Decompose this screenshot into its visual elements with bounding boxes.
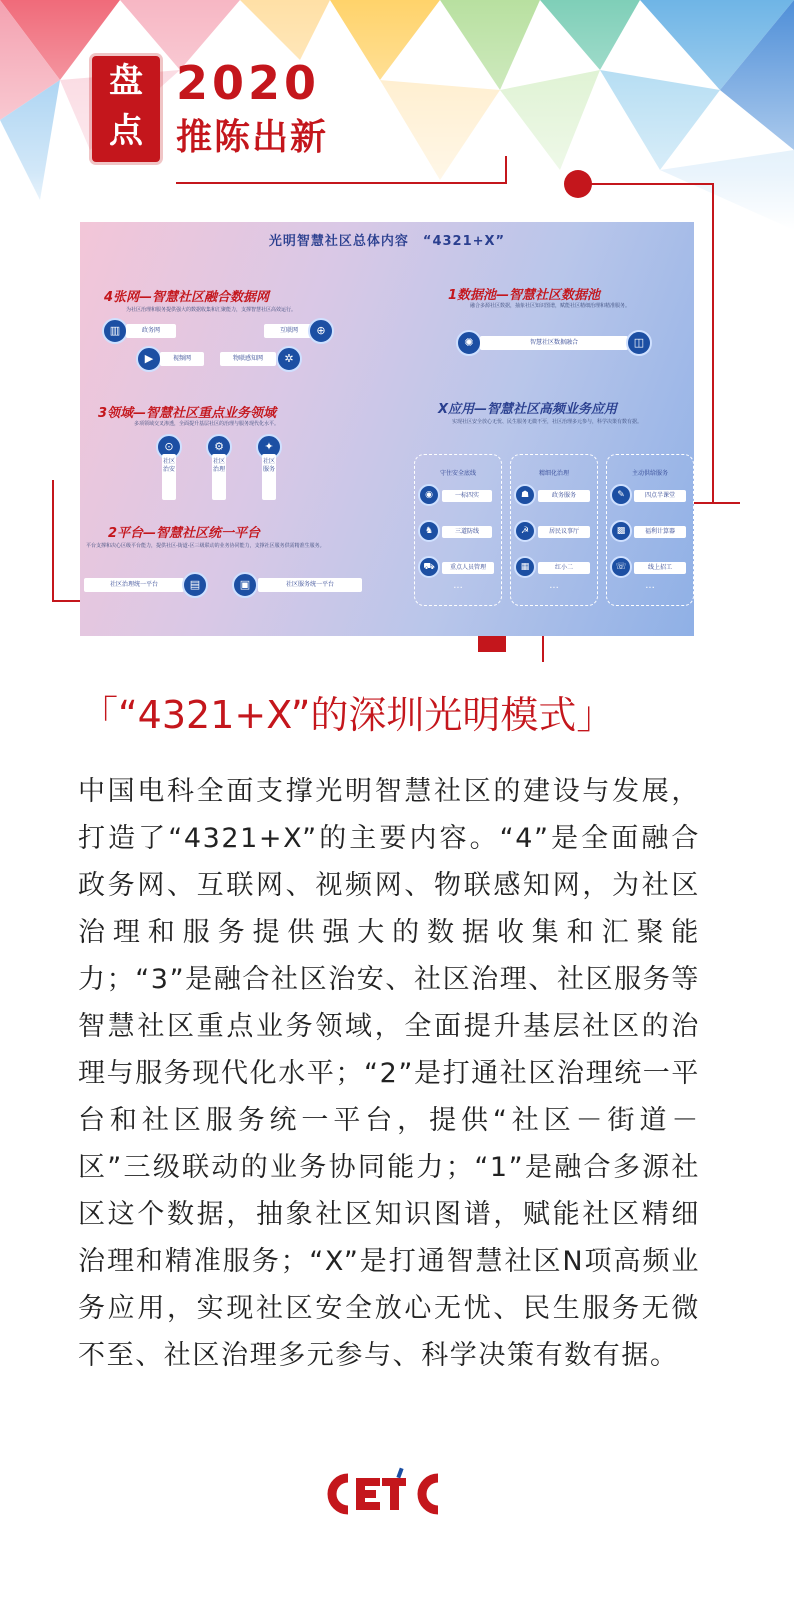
recruit-icon: ☏: [610, 556, 632, 578]
badge-char-top: 盘: [109, 61, 143, 101]
apps-desc: 实现社区安全放心无忧、民生服务无微不至，社区治理多元参与，科学决策有数有据。: [452, 419, 643, 425]
cetc-logo: [318, 1466, 448, 1520]
section-headline: 「“4321+X”的深圳光明模式」: [80, 693, 615, 737]
calculator-icon: ▩: [610, 520, 632, 542]
frame-line-right-h: [590, 183, 714, 185]
apps-heading: X应用—智慧社区高频业务应用: [438, 402, 618, 417]
iot-icon: ✲: [276, 346, 302, 372]
app-item: 重点人员管理: [442, 562, 494, 574]
net-heading: 4张网—智慧社区融合数据网: [104, 290, 270, 305]
party-emblem-icon: ☭: [514, 520, 536, 542]
platform-item-governance: 社区治理统一平台: [84, 578, 184, 592]
app-item: 三道防线: [442, 526, 492, 538]
apps-column-safety-title: 守住安全底线: [439, 470, 476, 477]
chart-icon: ▦: [514, 556, 536, 578]
frame-line-right-stub: [690, 502, 740, 504]
frame-line-top: [176, 182, 506, 184]
platform-item-service: 社区服务统一平台: [258, 578, 362, 592]
defense-icon: ♞: [418, 520, 440, 542]
domain-heading: 3领域—智慧社区重点业务领域: [98, 406, 277, 421]
app-item: 居民议事厅: [538, 526, 590, 538]
net-item-gov: 政务网: [126, 324, 176, 338]
more-indicator: ...: [645, 580, 655, 591]
frame-line-left-v: [52, 480, 54, 602]
video-net-icon: ▶: [136, 346, 162, 372]
app-item: 线上招工: [634, 562, 686, 574]
security-domain-icon: ⊙: [156, 434, 182, 460]
net-item-internet: 互联网: [264, 324, 314, 338]
infographic: [80, 222, 694, 636]
domain-item-governance: 社区治理: [212, 454, 226, 500]
service-domain-icon: ✦: [256, 434, 282, 460]
app-item: 政务服务: [538, 490, 590, 502]
app-item: 四点半课堂: [634, 490, 686, 502]
government-net-icon: ▥: [102, 318, 128, 344]
more-indicator: ...: [549, 580, 559, 591]
vehicle-icon: ⛟: [418, 556, 440, 578]
domain-item-service: 社区服务: [262, 454, 276, 500]
people-icon: ☗: [514, 484, 536, 506]
data-hub-icon: ✺: [456, 330, 482, 356]
net-desc: 为社区治理和服务提供强大的数据收集和汇聚能力，支撑智慧社区高效运行。: [126, 307, 297, 313]
pool-heading: 1数据池—智慧社区数据池: [448, 288, 601, 303]
globe-icon: ⊕: [308, 318, 334, 344]
year-title: 2020: [176, 56, 321, 110]
platform-desc: 平台支撑和决心区级平台能力，提供社区-街道-区三级联动的业务协同能力，支撑社区服务供需精准生服务。: [86, 543, 325, 549]
service-platform-icon: ▣: [232, 572, 258, 598]
app-item: 福利计算器: [634, 526, 686, 538]
pandian-badge: [92, 56, 160, 162]
frame-line-connector: [505, 156, 507, 184]
net-item-video: 视频网: [160, 352, 204, 366]
more-indicator: ...: [453, 580, 463, 591]
governance-domain-icon: ⚙: [206, 434, 232, 460]
app-item: 一标四实: [442, 490, 492, 502]
data-fusion-icon: ◫: [626, 330, 652, 356]
pool-item: 智慧社区数据融合: [480, 336, 628, 350]
infographic-title: 光明智慧社区总体内容 “4321+X”: [268, 234, 506, 249]
domain-desc: 多项领域交叉渗透，全面提升基层社区的治理与服务现代化水平。: [134, 421, 280, 427]
cetc-logo-mark: [318, 1466, 448, 1520]
frame-dot: [564, 170, 592, 198]
apps-column-governance-title: 精细化治理: [538, 470, 569, 477]
frame-line-right-v: [712, 183, 714, 503]
badge-char-bottom: 点: [109, 111, 143, 151]
classroom-icon: ✎: [610, 484, 632, 506]
domain-item-security: 社区治安: [162, 454, 176, 500]
app-item: 红小二: [538, 562, 590, 574]
apps-column-service-title: 主动供给服务: [631, 470, 668, 477]
platform-heading: 2平台—智慧社区统一平台: [108, 526, 261, 541]
pool-desc: 融合多源社区数据，抽象社区知识图谱，赋能社区精细治理和精准服务。: [470, 303, 631, 309]
id-card-icon: ◉: [418, 484, 440, 506]
governance-platform-icon: ▤: [182, 572, 208, 598]
net-item-iot: 物联感知网: [220, 352, 276, 366]
slogan-title: 推陈出新: [176, 117, 329, 158]
body-paragraph: 中国电科全面支撑光明智慧社区的建设与发展，打造了“4321+X”的主要内容。“4”是全面融合政务网、互联网、视频网、物联感知网，为社区治理和服务提供强大的数据收集和汇聚能力；“3”是融合社区治安、社区治理、社区服务等智慧社区重点业务领域，全面提升基层社区的治理与服务现代化水平；“2”是打通社区治理统一平台和社区服务统一平台，提供“社区－街道－区”三级联动的业务协同能力；“1”是融合多源社区这个数据，抽象社区知识图谱，赋能社区精细治理和精准服务；“X”是打通智慧社区N项高频业务应用，实现社区安全放心无忧、民生服务无微不至、社区治理多元参与、科学决策有数有据。: [78, 776, 700, 1371]
